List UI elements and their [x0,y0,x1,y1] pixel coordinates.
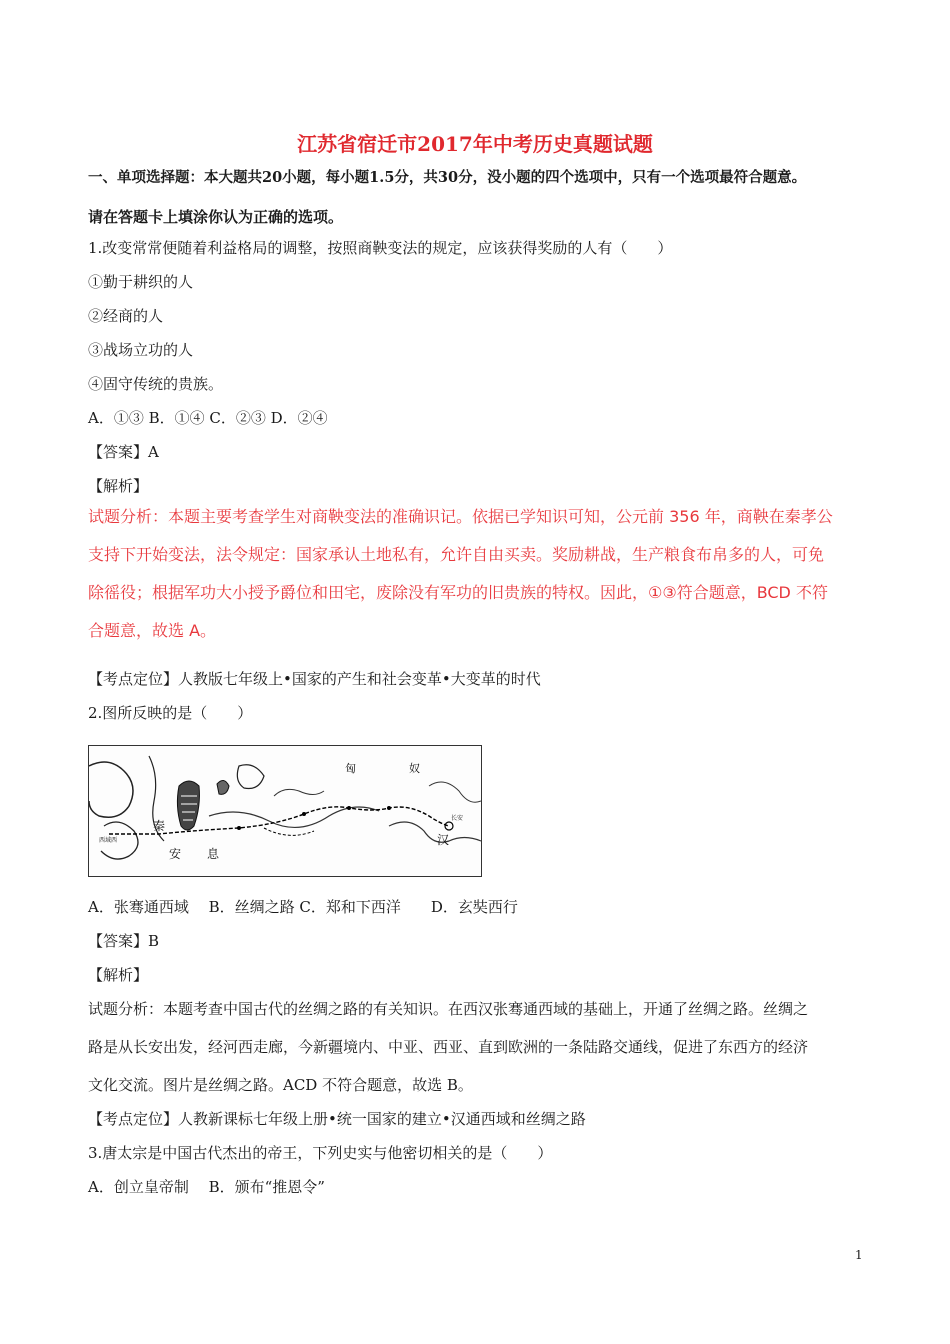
q1-answer: 【答案】A [88,443,159,461]
map-label-xiongnu1: 匈 [345,762,356,775]
q1-item: ③战场立功的人 [88,341,194,359]
q2-analysis-line: 路是从长安出发，经河西走廊，今新疆境内、中亚、西亚、直到欧洲的一条陆路交通线，促进了东西方的经济 [88,1038,809,1056]
q2-options: A．张骞通西域 B．丝绸之路 C．郑和下西洋 D．玄奘西行 [88,898,518,916]
q1-item: ④固守传统的贵族。 [88,375,224,393]
map-label-xiongnu2: 奴 [409,762,420,775]
q1-item: ②经商的人 [88,307,164,325]
q2-analysis-line: 文化交流。图片是丝绸之路。ACD 不符合题意，故选 B。 [88,1076,473,1094]
q1-analysis-line: 试题分析：本题主要考查学生对商鞅变法的准确识记。依据已学知识可知，公元前 356 年，商鞅在秦孝公 [88,507,833,526]
section-heading: 一、单项选择题：本大题共20小题，每小题1.5分，共30分，没小题的四个选项中，只有一个选项最符合题意。 [88,169,807,186]
q1-options: A．①③ B．①④ C．②③ D．②④ [88,409,328,427]
silk-road-map [88,745,482,877]
map-label-qin: 秦 [153,819,166,833]
q1-kaodian: 【考点定位】人教版七年级上•国家的产生和社会变革•大变革的时代 [88,670,541,688]
q3-stem: 3.唐太宗是中国古代杰出的帝王，下列史实与他密切相关的是（ ） [88,1144,553,1162]
map-label-changan: 长安 [451,815,464,822]
map-label-anxi2: 息 [207,847,220,861]
q1-analysis-line: 合题意，故选 A。 [88,621,217,640]
q1-stem: 1.改变常常便随着利益格局的调整，按照商鞅变法的规定，应该获得奖励的人有（ ） [88,239,673,257]
q2-analysis-line: 试题分析：本题考查中国古代的丝绸之路的有关知识。在西汉张骞通西域的基础上，开通了丝绸之路。丝绸之 [88,1000,809,1018]
q2-answer: 【答案】B [88,932,160,950]
q1-analysis-label: 【解析】 [88,477,149,495]
page-title: 江苏省宿迁市2017年中考历史真题试题 [297,132,653,156]
section-instruction: 请在答题卡上填涂你认为正确的选项。 [88,208,344,226]
map-label-anxi1: 安 [169,847,182,861]
q1-item: ①勤于耕织的人 [88,273,194,291]
map-label-xihai: 西域西 [99,837,118,844]
q3-options: A．创立皇帝制 B．颁布“推恩令” [88,1178,325,1196]
q2-stem: 2.图所反映的是（ ） [88,704,253,722]
silk-road-map-drawing [89,746,481,876]
q1-analysis-line: 支持下开始变法，法令规定：国家承认土地私有，允许自由买卖。奖励耕战，生产粮食布帛多的人，可免 [88,545,825,564]
q2-kaodian: 【考点定位】人教新课标七年级上册•统一国家的建立•汉通西域和丝绸之路 [88,1110,586,1128]
q1-analysis-line: 除徭役；根据军功大小授予爵位和田宅，废除没有军功的旧贵族的特权。因此，①③符合题意，BCD 不符 [88,583,828,602]
map-label-han: 汉 [437,833,450,847]
page-number: 1 [855,1248,863,1262]
q2-analysis-label: 【解析】 [88,966,149,984]
